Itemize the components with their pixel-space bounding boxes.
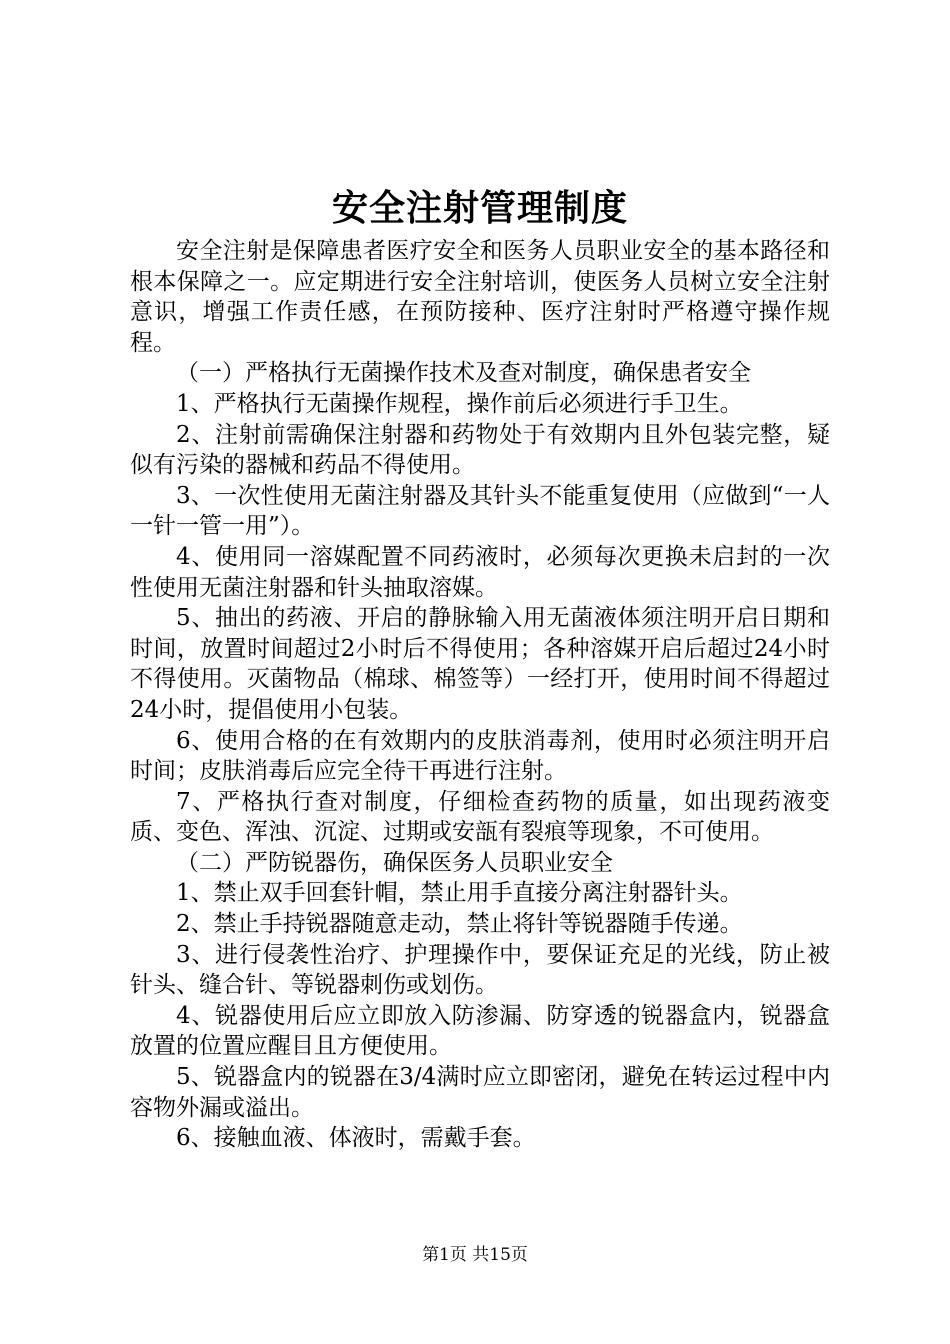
list-item: 4、锐器使用后应立即放入防渗漏、防穿透的锐器盒内，锐器盒放置的位置应醒目且方便使用。 <box>130 1002 830 1060</box>
list-item: 3、进行侵袭性治疗、护理操作中，要保证充足的光线，防止被针头、缝合针、等锐器刺伤或划伤。 <box>130 941 830 999</box>
list-item: 6、使用合格的在有效期内的皮肤消毒剂，使用时必须注明开启时间；皮肤消毒后应完全待干再进行注射。 <box>130 727 830 785</box>
list-item: 7、严格执行查对制度，仔细检查药物的质量，如出现药液变质、变色、浑浊、沉淀、过期或安瓿有裂痕等现象，不可使用。 <box>130 788 830 846</box>
section-heading-1: （一）严格执行无菌操作技术及查对制度，确保患者安全 <box>176 360 751 387</box>
list-item: 2、注射前需确保注射器和药物处于有效期内且外包装完整，疑似有污染的器械和药品不得使用。 <box>130 421 830 479</box>
section-heading-2: （二）严防锐器伤，确保医务人员职业安全 <box>176 849 613 876</box>
list-item: 5、锐器盒内的锐器在3/4满时应立即密闭，避免在转运过程中内容物外漏或溢出。 <box>130 1064 830 1121</box>
list-item: 3、一次性使用无菌注射器及其针头不能重复使用（应做到“一人一针一管一用”）。 <box>130 482 830 540</box>
list-item: 6、接触血液、体液时，需戴手套。 <box>176 1125 536 1152</box>
list-item: 5、抽出的药液、开启的静脉输入用无菌液体须注明开启日期和时间，放置时间超过2小时后不得使用；各种溶媒开启后超过24小时不得使用。灭菌物品（棉球、棉签等）一经打开，使用时间不得超过24小时，提倡使用小包装。 <box>130 605 830 723</box>
list-item: 4、使用同一溶媒配置不同药液时，必须每次更换未启封的一次性使用无菌注射器和针头抽取溶媒。 <box>130 543 830 601</box>
list-item: 2、禁止手持锐器随意走动，禁止将针等锐器随手传递。 <box>176 911 743 938</box>
intro-paragraph: 安全注射是保障患者医疗安全和医务人员职业安全的基本路径和根本保障之一。应定期进行安全注射培训，使医务人员树立安全注射意识，增强工作责任感，在预防接种、医疗注射时严格遵守操作规程。 <box>130 238 830 356</box>
document-title: 安全注射管理制度 <box>331 187 628 229</box>
list-item: 1、严格执行无菌操作规程，操作前后必须进行手卫生。 <box>176 390 743 417</box>
document-body <box>130 180 830 1154</box>
list-item: 1、禁止双手回套针帽，禁止用手直接分离注射器针头。 <box>176 880 743 907</box>
page-number: 第1页 共15页 <box>422 1245 528 1265</box>
